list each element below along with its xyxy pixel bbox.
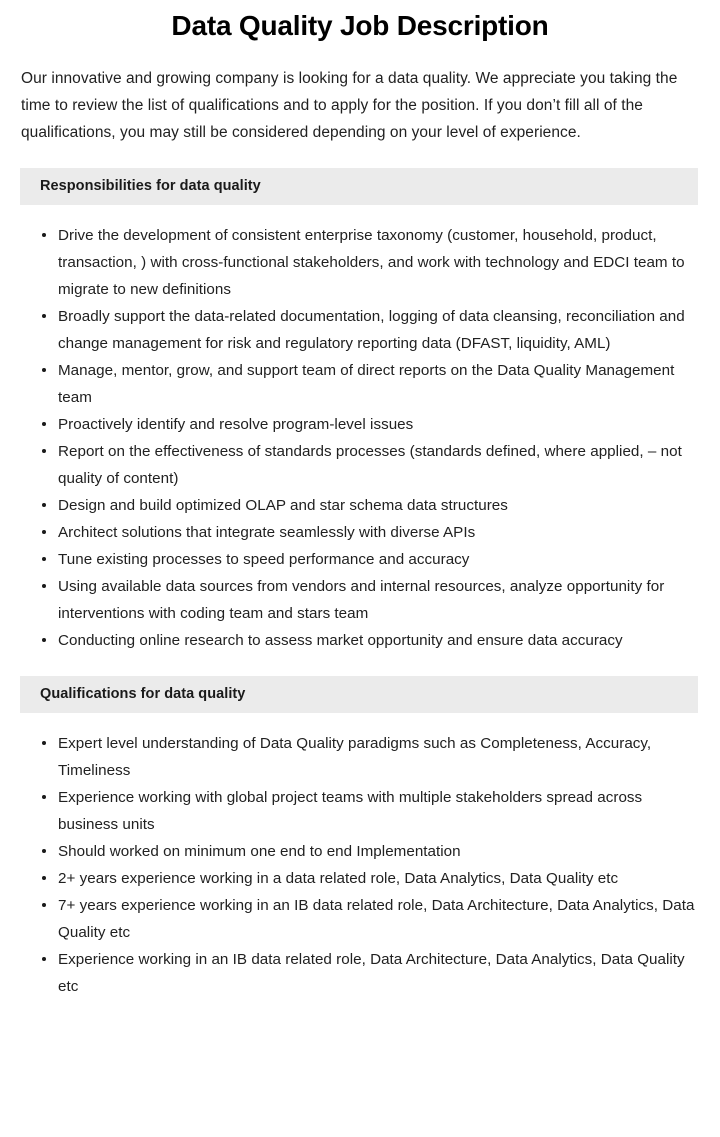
list-item: Conducting online research to assess market opportunity and ensure data accuracy (0, 627, 696, 654)
list-item: Expert level understanding of Data Quality paradigms such as Completeness, Accuracy, Timeliness (0, 730, 696, 784)
list-item: Experience working with global project teams with multiple stakeholders spread across business units (0, 784, 696, 838)
spacer (0, 146, 720, 168)
list-item: Tune existing processes to speed performance and accuracy (0, 546, 696, 573)
list-item: 7+ years experience working in an IB data related role, Data Architecture, Data Analytics, Data Quality etc (0, 892, 696, 946)
section (0, 676, 720, 1000)
section-header (20, 676, 698, 713)
list-item: Proactively identify and resolve program-level issues (0, 411, 696, 438)
list-item: Broadly support the data-related documentation, logging of data cleansing, reconciliation and change management for risk and regulatory reporting data (DFAST, liquidity, AML) (0, 303, 696, 357)
list-item: Experience working in an IB data related role, Data Architecture, Data Analytics, Data Quality etc (0, 946, 696, 1000)
list-item: Design and build optimized OLAP and star schema data structures (0, 492, 696, 519)
page-title: Data Quality Job Description (171, 10, 549, 41)
list-item: Drive the development of consistent enterprise taxonomy (customer, household, product, transaction, ) with cross-functional stakeholders, and work with technology and EDCI team to migrate to new definitions (0, 222, 696, 303)
page-bottom-spacer (0, 1000, 720, 1026)
section (0, 168, 720, 654)
bullet-list (0, 205, 720, 654)
list-item: Should worked on minimum one end to end Implementation (0, 838, 696, 865)
list-item: 2+ years experience working in a data related role, Data Analytics, Data Quality etc (0, 865, 696, 892)
list-item: Architect solutions that integrate seamlessly with diverse APIs (0, 519, 696, 546)
section-heading: Qualifications for data quality (40, 686, 246, 703)
list-item: Manage, mentor, grow, and support team of direct reports on the Data Quality Management team (0, 357, 696, 411)
spacer (0, 654, 720, 676)
sections-container (0, 168, 720, 1000)
intro-paragraph: Our innovative and growing company is looking for a data quality. We appreciate you taking the time to review the list of qualifications and to apply for the position. If you don’t fill all of the qualifications, you may still be considered depending on your level of experience. (21, 70, 678, 141)
bullet-list (0, 713, 720, 1000)
list-item: Report on the effectiveness of standards processes (standards defined, where applied, – not quality of content) (0, 438, 696, 492)
section-heading: Responsibilities for data quality (40, 178, 261, 195)
list-item: Using available data sources from vendors and internal resources, analyze opportunity for interventions with coding team and stars team (0, 573, 696, 627)
section-header (20, 168, 698, 205)
